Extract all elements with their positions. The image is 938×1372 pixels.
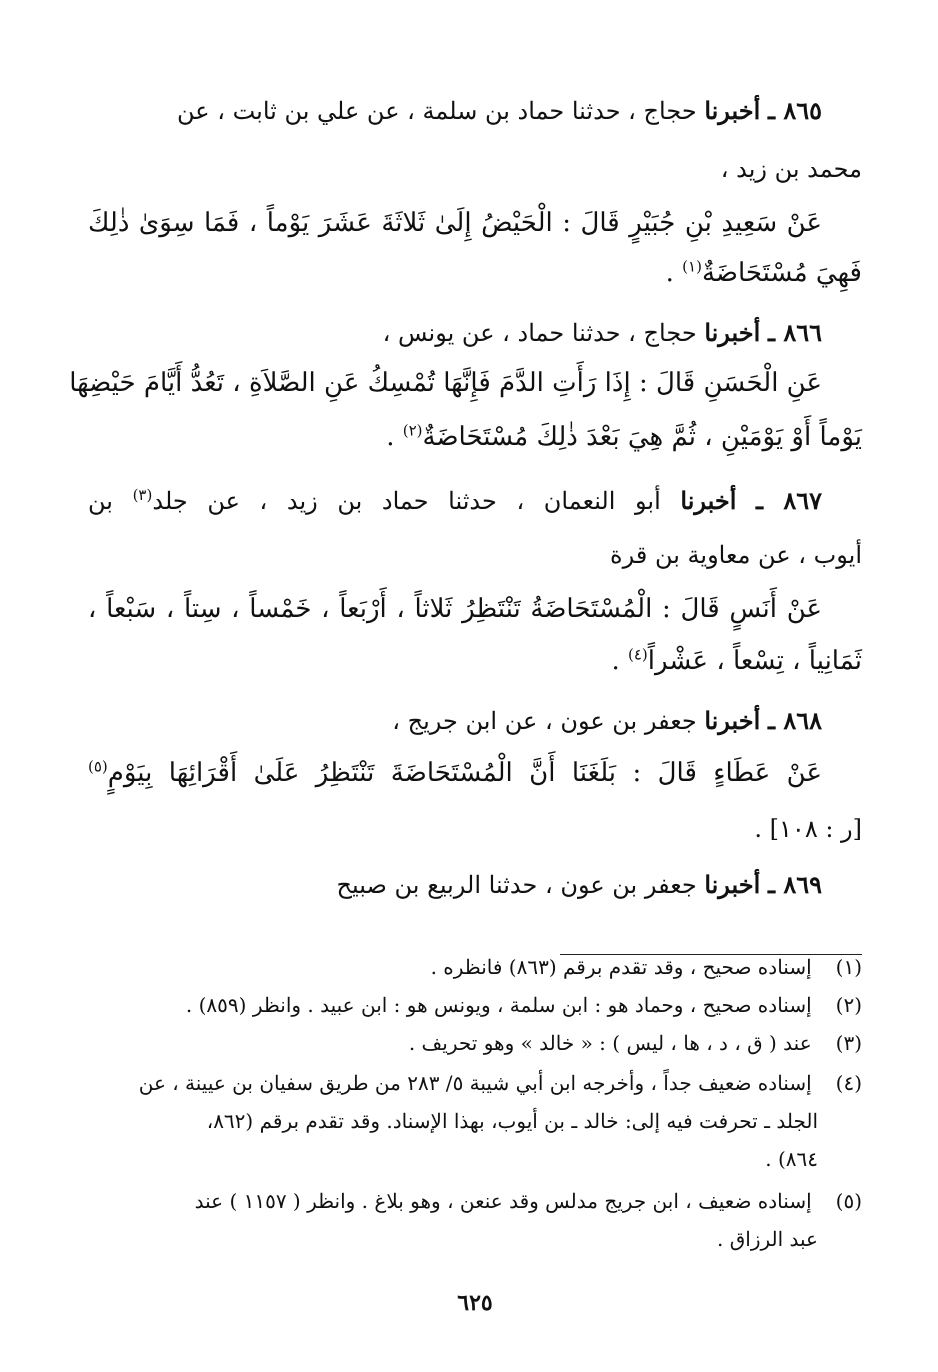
- footnote-4-line-3: [88, 1142, 862, 1176]
- footnote-text: الجلد ـ تحرفت فيه إلى: خالد ـ بن أيوب، بهذا الإسناد. وقد تقدم برقم (٨٦٢،: [206, 1109, 818, 1133]
- matn-end: .: [611, 646, 628, 676]
- hadith-867-isnad-line-2: [88, 536, 862, 574]
- chain-lead-word: أخبرنا: [704, 706, 761, 735]
- hadith-868-isnad-line-1: [88, 702, 862, 740]
- chain-lead-word: أخبرنا: [680, 486, 737, 515]
- page-number: ٦٢٥: [457, 1290, 493, 1316]
- isnad-text: جعفر بن عون ، حدثنا الربيع بن صبيح: [336, 871, 697, 899]
- footnote-5-line-2: [88, 1222, 862, 1256]
- isnad-text: أبو النعمان ، حدثنا حماد بن زيد ، عن جلد: [152, 487, 661, 515]
- footnote-text: إسناده ضعيف ، ابن جريج مدلس وقد عنعن ، وهو بلاغ . وانظر ( ١١٥٧ ) عند: [194, 1189, 812, 1213]
- isnad-text: محمد بن زيد ،: [720, 155, 862, 183]
- footnote-label: (٥): [835, 1189, 862, 1213]
- hadith-866-isnad-line-1: [88, 314, 862, 352]
- hadith-865-matn-line-2: [88, 254, 862, 292]
- footnote-text: عبد الرزاق .: [717, 1227, 818, 1251]
- chain-lead-word: أخبرنا: [704, 870, 761, 899]
- footnote-ref: (٢): [402, 421, 423, 440]
- hadith-865-isnad-line-2: [88, 150, 862, 188]
- isnad-text: أيوب ، عن معاوية بن قرة: [610, 541, 862, 569]
- hadith-867-matn-line-2: [88, 642, 862, 680]
- matn-text: عَنِ الْحَسَنِ قَالَ : إِذَا رَأَتِ الدَّمَ فَإِنَّهَا تُمْسِكُ عَنِ الصَّلاَةِ ، تَعُدُّ أَيَّامَ حَيْضِهَا: [69, 368, 822, 398]
- hadith-865-isnad-line-1: [88, 92, 862, 130]
- hadith-866-matn-line-1: [69, 364, 862, 402]
- footnote-ref: (٥): [88, 757, 108, 776]
- hadith-868-reference: [88, 810, 862, 848]
- footnote-label: (١): [835, 955, 862, 979]
- matn-text: فَهِيَ مُسْتَحَاضَةٌ: [701, 258, 862, 288]
- isnad-text: حجاج ، حدثنا حماد ، عن يونس ،: [382, 319, 697, 347]
- footnote-text: إسناده صحيح ، وقد تقدم برقم (٨٦٣) فانظره .: [430, 955, 812, 979]
- footnote-label: (٢): [835, 993, 862, 1017]
- hadith-865-matn-line-1: [88, 204, 862, 242]
- footnote-text: إسناده ضعيف جداً ، وأخرجه ابن أبي شيبة ٥/ ٢٨٣ من طريق سفيان بن عيينة ، عن: [138, 1071, 812, 1095]
- footnote-text: ٨٦٤) .: [765, 1147, 818, 1171]
- hadith-867-isnad-line-1: [88, 482, 862, 520]
- footnote-text: إسناده صحيح ، وحماد هو : ابن سلمة ، ويونس هو : ابن عبيد . وانظر (٨٥٩) .: [185, 993, 812, 1017]
- isnad-text: جعفر بن عون ، عن ابن جريج ،: [392, 707, 697, 735]
- footnote-ref: (١): [682, 257, 702, 276]
- footnote-label: (٣): [835, 1031, 862, 1055]
- matn-text: عَنْ سَعِيدِ بْنِ جُبَيْرٍ قَالَ : الْحَيْضُ إِلَىٰ ثَلاثَةَ عَشَرَ يَوْماً ، فَمَا سِوَىٰ ذٰلِكَ: [88, 208, 822, 238]
- footnote-text: عند ( ق ، د ، ها ، ليس ) : « خالد » وهو تحريف .: [408, 1031, 812, 1055]
- matn-end: .: [665, 258, 683, 288]
- hadith-number: ٨٦٨ ـ: [767, 706, 822, 735]
- cross-reference: [ر : ١٠٨] .: [754, 815, 862, 843]
- hadith-868-matn-line-1: [88, 754, 862, 792]
- hadith-number: ٨٦٥ ـ: [767, 96, 822, 125]
- isnad-text: بن: [88, 487, 133, 515]
- hadith-number: ٨٦٩ ـ: [767, 870, 822, 899]
- footnote-4: [88, 1066, 862, 1100]
- hadith-869-isnad-line-1: [88, 866, 862, 904]
- chain-lead-word: أخبرنا: [704, 96, 761, 125]
- footnote-5: [88, 1184, 862, 1218]
- isnad-text: حجاج ، حدثنا حماد بن سلمة ، عن علي بن ثابت ، عن: [176, 97, 697, 125]
- matn-text: عَنْ أَنَسٍ قَالَ : الْمُسْتَحَاضَةُ تَنْتَظِرُ ثَلاثاً ، أَرْبَعاً ، خَمْساً ، سِتاً ، سَبْعاً ،: [88, 594, 822, 624]
- hadith-867-matn-line-1: [88, 590, 862, 628]
- hadith-number: ٨٦٦ ـ: [767, 318, 822, 347]
- chain-lead-word: أخبرنا: [704, 318, 761, 347]
- footnote-ref: (٤): [628, 645, 648, 664]
- footnote-1: [88, 950, 862, 984]
- footnote-label: (٤): [835, 1071, 862, 1095]
- matn-text: ثَمَانِياً ، تِسْعاً ، عَشْراً: [647, 646, 862, 676]
- footnote-4-line-2: [88, 1104, 862, 1138]
- footnote-2: [88, 988, 862, 1022]
- footnote-ref: (٣): [132, 486, 153, 504]
- matn-text: يَوْماً أَوْ يَوْمَيْنِ ، ثُمَّ هِيَ بَعْدَ ذٰلِكَ مُسْتَحَاضَةٌ: [422, 422, 862, 452]
- book-page: [69, 92, 862, 1342]
- hadith-number: ٨٦٧ ـ: [755, 486, 822, 515]
- footnote-3: [88, 1026, 862, 1060]
- hadith-866-matn-line-2: [88, 418, 862, 456]
- matn-text: عَنْ عَطَاءٍ قَالَ : بَلَغَنَا أَنَّ الْمُسْتَحَاضَةَ تَنْتَظِرُ عَلَىٰ أَقْرَائِهَا بِيَوْمٍ: [107, 758, 822, 788]
- matn-end: .: [386, 422, 403, 452]
